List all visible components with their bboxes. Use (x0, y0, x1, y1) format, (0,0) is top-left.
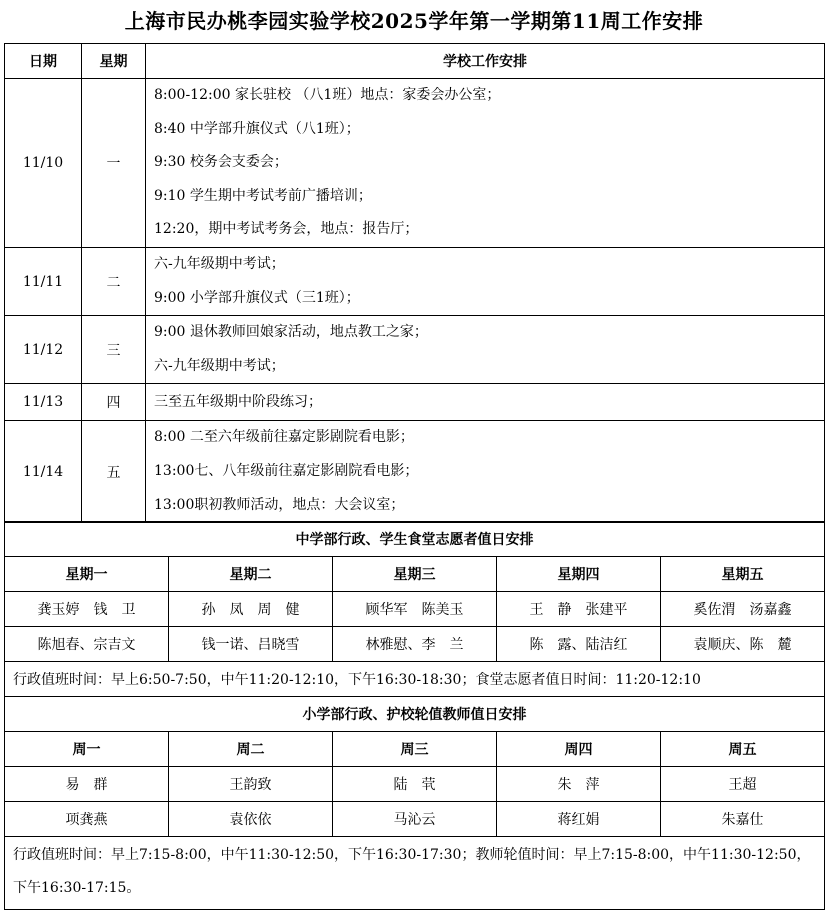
table-row (5, 421, 825, 523)
work-item: 三至五年级期中阶段练习； (154, 394, 322, 411)
work-cell (146, 421, 825, 523)
duty-cell: 王超 (661, 767, 825, 802)
work-item: 六-九年级期中考试； (154, 357, 285, 374)
duty-cell: 项龚燕 (5, 802, 169, 837)
duty-table (4, 521, 825, 910)
weekday-cell: 四 (82, 384, 146, 421)
work-item: 9:10 学生期中考试考前广播培训； (154, 187, 372, 204)
duty-cell: 易 群 (5, 767, 169, 802)
duty-cell: 王 静 张建平 (497, 592, 661, 627)
header-weekday: 星期 (82, 44, 146, 79)
duty-cell: 顾华军 陈美玉 (333, 592, 497, 627)
page-title: 上海市民办桃李园实验学校2025学年第一学期第11周工作安排 (124, 9, 704, 33)
work-item: 8:00 二至六年级前往嘉定影剧院看电影； (154, 429, 414, 446)
work-item: 13:00七、八年级前往嘉定影剧院看电影； (154, 462, 419, 479)
primary-day-header: 周二 (169, 732, 333, 767)
middle-day-header: 星期五 (661, 557, 825, 592)
primary-day-header: 周一 (5, 732, 169, 767)
duty-cell: 奚佐渭 汤嘉鑫 (661, 592, 825, 627)
duty-cell: 陈旭春、宗吉文 (5, 627, 169, 662)
duty-cell: 朱 萍 (497, 767, 661, 802)
duty-cell: 孙 凤 周 健 (169, 592, 333, 627)
schedule-header-row (5, 44, 825, 79)
duty-cell: 蒋红娟 (497, 802, 661, 837)
header-date: 日期 (5, 44, 82, 79)
duty-cell: 朱嘉仕 (661, 802, 825, 837)
work-item: 13:00职初教师活动，地点：大会议室； (154, 496, 405, 513)
duty-cell: 袁依依 (169, 802, 333, 837)
weekday-cell: 二 (82, 247, 146, 315)
date-cell: 11/11 (5, 247, 82, 315)
middle-duty-note: 行政值班时间：早上6:50-7:50，中午11:20-12:10，下午16:30-18:30；食堂志愿者值日时间：11:20-12:10 (5, 662, 825, 697)
primary-day-header: 周五 (661, 732, 825, 767)
duty-cell: 林雅慰、李 兰 (333, 627, 497, 662)
duty-cell: 陆 茕 (333, 767, 497, 802)
table-row (5, 79, 825, 248)
date-cell: 11/12 (5, 316, 82, 384)
duty-cell: 袁顺庆、陈 麓 (661, 627, 825, 662)
duty-cell: 陈 露、陆洁红 (497, 627, 661, 662)
middle-day-header: 星期三 (333, 557, 497, 592)
primary-section-title: 小学部行政、护校轮值教师值日安排 (5, 697, 825, 732)
work-item: 8:40 中学部升旗仪式（八1班）； (154, 120, 360, 137)
weekday-cell: 五 (82, 421, 146, 523)
date-cell: 11/14 (5, 421, 82, 523)
weekly-schedule-table (4, 43, 825, 523)
date-cell: 11/13 (5, 384, 82, 421)
work-item: 六-九年级期中考试； (154, 255, 285, 272)
work-cell (146, 316, 825, 384)
work-item: 9:00 小学部升旗仪式（三1班）； (154, 289, 360, 306)
work-item: 12:20，期中考试考务会，地点：报告厅； (154, 221, 419, 238)
date-cell: 11/10 (5, 79, 82, 248)
header-work: 学校工作安排 (146, 44, 825, 79)
table-row (5, 316, 825, 384)
duty-cell: 马沁云 (333, 802, 497, 837)
work-cell (146, 384, 825, 421)
weekday-cell: 一 (82, 79, 146, 248)
middle-day-header: 星期一 (5, 557, 169, 592)
duty-cell: 王韵致 (169, 767, 333, 802)
duty-cell: 龚玉婷 钱 卫 (5, 592, 169, 627)
work-item: 8:00-12:00 家长驻校 （八1班）地点：家委会办公室； (154, 87, 501, 103)
work-item: 9:30 校务会支委会； (154, 154, 288, 171)
middle-section-title: 中学部行政、学生食堂志愿者值日安排 (5, 522, 825, 557)
weekday-cell: 三 (82, 316, 146, 384)
duty-cell: 钱一诺、吕晓雪 (169, 627, 333, 662)
middle-day-header: 星期四 (497, 557, 661, 592)
primary-day-header: 周四 (497, 732, 661, 767)
work-cell (146, 247, 825, 315)
work-cell (146, 79, 825, 248)
table-row (5, 247, 825, 315)
primary-duty-note: 行政值班时间：早上7:15-8:00，中午11:30-12:50，下午16:30-17:30；教师轮值时间：早上7:15-8:00，中午11:30-12:50，下午16:30-17:15。 (5, 837, 825, 910)
middle-day-header: 星期二 (169, 557, 333, 592)
table-row (5, 384, 825, 421)
work-item: 9:00 退休教师回娘家活动，地点教工之家； (154, 324, 428, 341)
primary-day-header: 周三 (333, 732, 497, 767)
